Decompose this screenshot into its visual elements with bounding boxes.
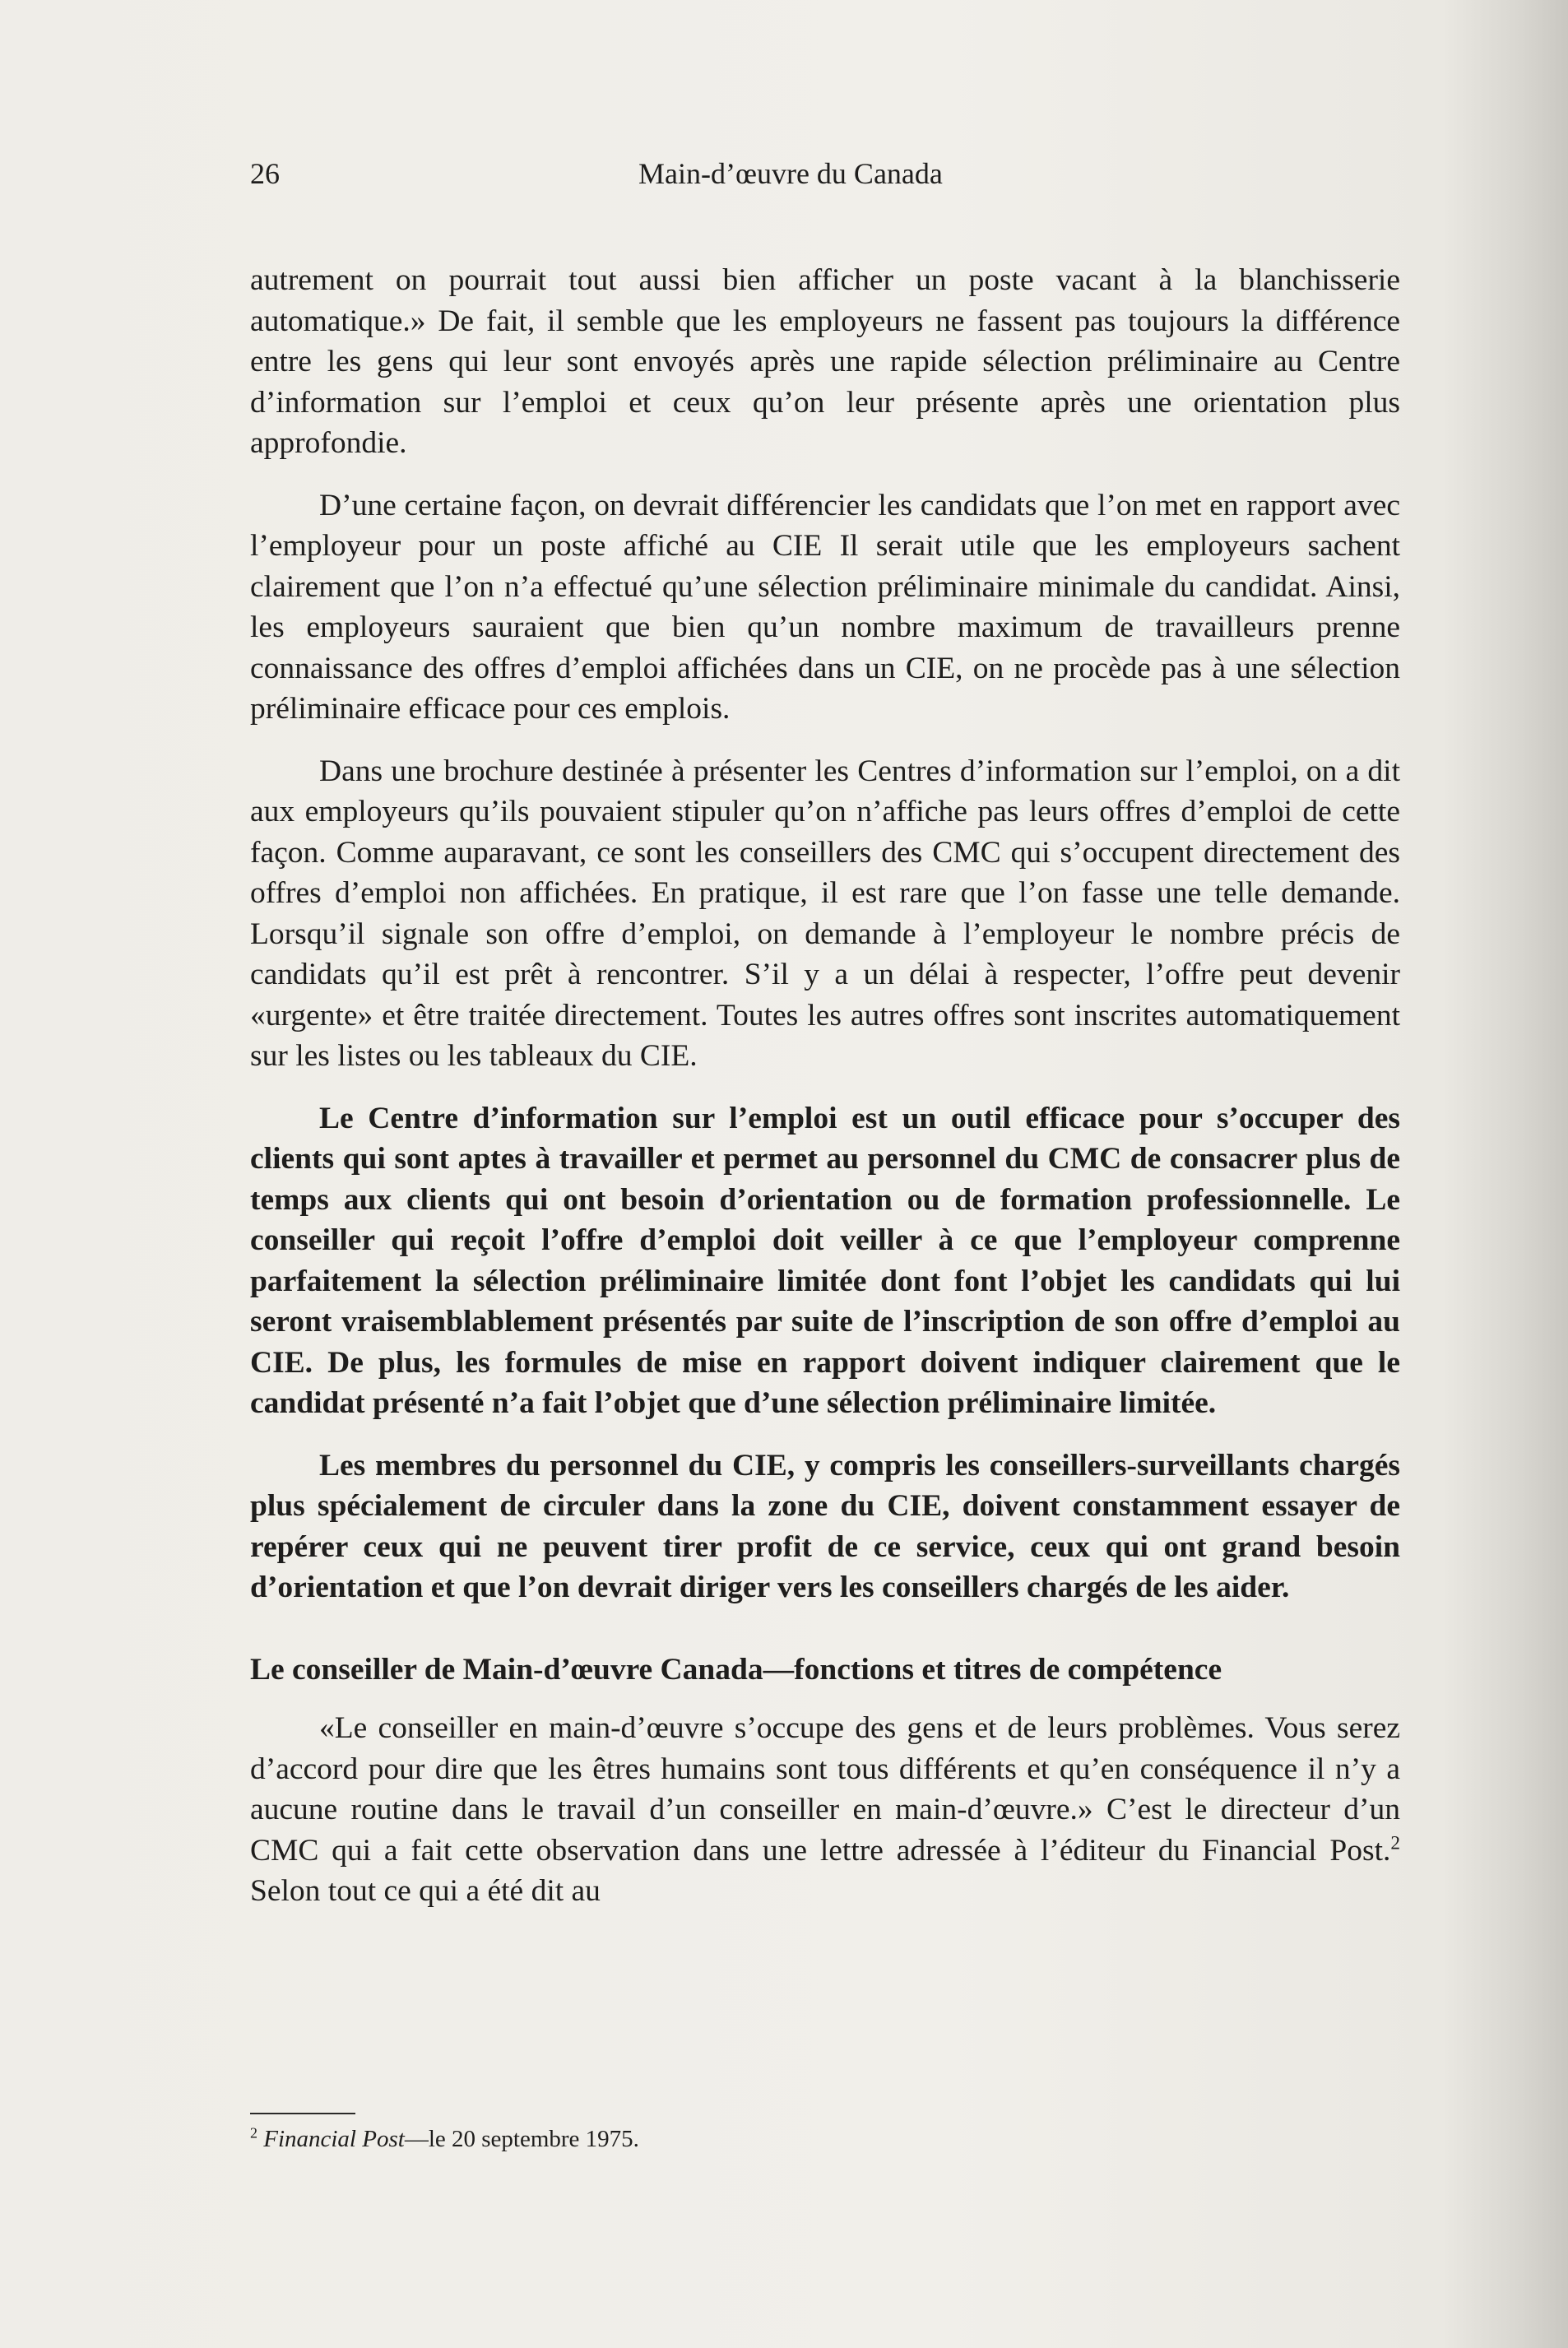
paragraph-text: «Le conseiller en main-d’œuvre s’occupe des gens et de leurs problèmes. Vous serez d’accord pour dire que les êtres humains sont tous différents et qu’en conséquence il n’y a aucune routine dans le travail d’un conseiller en main-d’œuvre.» C’est le directeur d’un CMC qui a fait cette observation dans une lettre adressée à l’éditeur du Financial Post. [250, 1711, 1400, 1868]
recommendation-paragraph: Le Centre d’information sur l’emploi est un outil efficace pour s’occuper des clients qui sont aptes à travailler et permet au personnel du CMC de consacrer plus de temps aux clients qui ont besoin d’orientation ou de formation professionnelle. Le conseiller qui reçoit l’offre d’emploi doit veiller à ce que l’employeur comprenne parfaitement la sélection préliminaire limitée dont font l’objet les candidats qui lui seront vraisemblablement présentés par suite de l’inscription de son offre d’emploi au CIE. De plus, les formules de mise en rapport doivent indiquer clairement que le candidat présenté n’a fait l’objet que d’une sélection préliminaire limitée. [250, 1101, 1400, 1420]
page-number: 26 [250, 157, 280, 190]
paragraph-text-continued: Selon tout ce qui a été dit au [250, 1874, 601, 1908]
page-header [250, 153, 1015, 194]
footnote-reference: 2 [1390, 1832, 1400, 1854]
footnote-text: —le 20 septembre 1975. [404, 2126, 639, 2152]
footnote-marker: 2 [250, 2124, 257, 2142]
body-text [250, 260, 1400, 1933]
footnote-divider [250, 2113, 355, 2114]
paragraph-continuation: autrement on pourrait tout aussi bien afficher un poste vacant à la blanchisserie automatique.» De fait, il semble que les employeurs ne fassent pas toujours la différence entre les gens qui leur sont envoyés après une rapide sélection préliminaire au Centre d’information sur l’emploi et ceux qu’on leur présente après une orientation plus approfondie. [250, 263, 1400, 460]
paragraph: D’une certaine façon, on devrait différencier les candidats que l’on met en rapport avec l’employeur pour un poste affiché au CIE Il serait utile que les employeurs sachent clairement que l’on n’a effectué qu’une sélection préliminaire minimale du candidat. Ainsi, les employeurs sauraient que bien qu’un nombre maximum de travailleurs prenne connaissance des offres d’emploi affichées dans un CIE, on ne procède pas à une sélection préliminaire efficace pour ces emplois. [250, 488, 1400, 726]
section-heading: Le conseiller de Main-d’œuvre Canada—fonctions et titres de compétence [250, 1652, 1222, 1687]
recommendation-paragraph: Les membres du personnel du CIE, y compris les conseillers-surveillants chargés plus spécialement de circuler dans la zone du CIE, doivent constamment essayer de repérer ceux qui ne peuvent tirer profit de ce service, ceux qui ont grand besoin d’orientation et que l’on devrait diriger vers les conseillers chargés de les aider. [250, 1448, 1400, 1604]
footnote-source: Financial Post [263, 2126, 405, 2152]
paragraph [250, 1708, 1400, 1912]
footnote [250, 2123, 1073, 2155]
paragraph: Dans une brochure destinée à présenter les Centres d’information sur l’emploi, on a dit aux employeurs qu’ils pouvaient stipuler qu’on n’affiche pas leurs offres d’emploi de cette façon. Comme auparavant, ce sont les conseillers des CMC qui s’occupent directement des offres d’emploi non affichées. En pratique, il est rare que l’on fasse une telle demande. Lorsqu’il signale son offre d’emploi, on demande à l’employeur le nombre précis de candidats qu’il est prêt à rencontrer. S’il y a un délai à respecter, l’offre peut devenir «urgente» et être traitée directement. Toutes les autres offres sont inscrites automatiquement sur les listes ou les tableaux du CIE. [250, 754, 1400, 1073]
running-title: Main-d’œuvre du Canada [638, 157, 943, 190]
